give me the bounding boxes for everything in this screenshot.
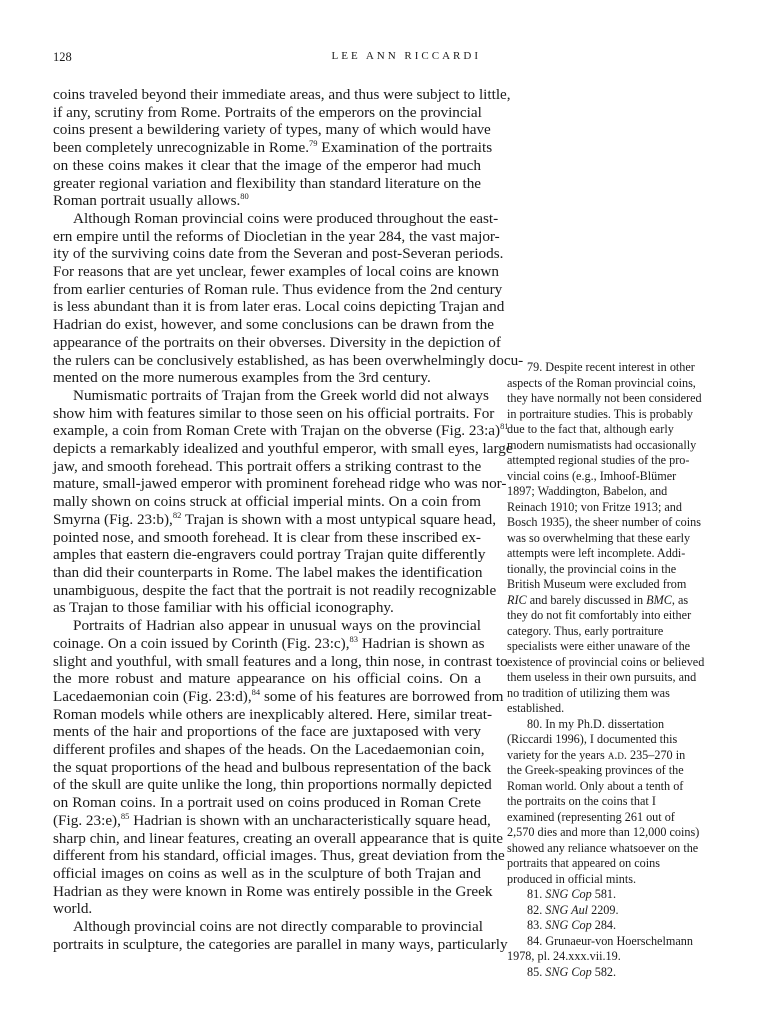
footnote-81 [507,887,712,903]
text-line: ments of the hair and proportions of the face are juxtaposed with very [53,723,481,741]
text-line: show him with features similar to those seen on his official portraits. For [53,404,495,422]
text-line: amples that eastern die-engravers could portray Trajan quite differently [53,546,486,564]
text-line: if any, scrutiny from Rome. Portraits of the emperors on the provincial [53,103,482,121]
note-line: Reinach 1910; von Fritze 1913; and [507,499,682,514]
note-line: tionally, the provincial coins in the [507,561,677,576]
text-line: For reasons that are yet unclear, fewer examples of local coins are known [53,263,499,281]
text-line: of the skull are quite unlike the long, thin proportions normally depicted [53,776,492,794]
footnote-ref-79[interactable]: 79 [309,138,318,149]
paragraph-1 [53,86,511,210]
text-line: as Trajan to those familiar with his official iconography. [53,599,394,617]
footnote-ref-85[interactable]: 85 [120,810,130,821]
footnote-ref-82[interactable]: 82 [172,509,182,520]
text-line: portraits in sculpture, the categories are parallel in many ways, particularly [53,935,508,953]
paragraph-4 [53,617,508,918]
text-line: official images on coins as well as in the sculpture of both Trajan and [53,864,481,882]
note-line: existence of provincial coins or believed [507,654,705,669]
text-line: mented on the more numerous examples from the 3rd century. [53,369,431,387]
text-line: different from his standard, official images. Thus, great deviation from the [53,847,505,865]
note-line: 79. Despite recent interest in other [527,360,695,374]
note-line: RIC and barely discussed in BMC, as [507,592,689,607]
note-line: the portraits on the coins that I [507,794,656,808]
text-line: Roman models while others are inexplicably altered. Here, similar treat- [53,705,493,723]
text-line: the squat proportions of the head and bulbous representation of the back [53,758,492,776]
note-line: due to the fact that, although early [507,422,674,436]
note-line: no tradition of utilizing them was [507,685,670,700]
paragraph-3 [53,386,513,617]
text-line: slight and youthful, with small features and a long, thin nose, in contrast to [53,652,508,670]
note-line: they do not fit comfortably into either [507,608,692,622]
note-line: specialists were either unaware of the [507,639,691,653]
note-line: category. Thus, early portraiture [507,623,664,638]
note-line: showed any reliance whatsoever on the [507,840,699,855]
footnote-ref-83[interactable]: 83 [349,633,359,644]
text-line: mature, small-jawed emperor with prominent forehead ridge who was nor- [53,475,507,493]
text-line: ern empire until the reforms of Diocletian in the year 284, the vast major- [53,227,500,245]
note-line: portraits that appeared on coins [507,856,660,870]
text-line: Portraits of Hadrian also appear in unusual ways on the provincial [73,617,481,635]
text-line: jaw, and smooth forehead. This portrait offers a striking contrast to the [53,457,482,475]
note-line: was so overwhelming that these early [507,530,691,545]
text-line: coins present a bewildering variety of types, many of which would have [53,121,491,139]
note-line: they have normally not been considered [507,391,702,405]
text-line: Lacedaemonian coin (Fig. 23:d),$^{84}$ some of his features are borrowed from [53,686,504,705]
text-line: greater regional variation and flexibility than standard literature on the [53,174,482,192]
footnote-80 [507,717,712,888]
footnote-84 [507,934,712,965]
footnote-ref-80[interactable]: 80 [240,191,249,202]
text-line: unambiguous, despite the fact that the portrait is not readily recognizable [53,581,497,599]
note-line: in portraiture studies. This is probably [507,406,693,421]
text-line: the more robust and mature appearance on his official coins. On a [53,670,481,688]
note-line: Bosch 1935), the sheer number of coins [507,515,701,529]
note-line: (Riccardi 1996), I documented this [507,732,678,746]
note-line: variety for the years a.d. 235–270 in [507,747,686,762]
text-line: example, a coin from Roman Crete with Trajan on the obverse (Fig. 23:a)$^{81}$ [53,421,509,440]
note-line: Roman world. Only about a tenth of [507,778,684,793]
note-line: 84. Grunaeur-von Hoerschelmann [527,933,693,948]
text-line: Hadrian as they were known in Rome was entirely possible in the Greek [53,882,493,900]
footnote-82 [507,903,712,919]
paragraph-2 [53,209,524,387]
text-line: on these coins makes it clear that the image of the emperor had much [53,156,481,174]
text-line: depicts a remarkably idealized and youthful emperor, with small eyes, large [53,440,513,458]
note-line: 2,570 dies and more than 12,000 coins) [507,825,700,839]
text-line: the rulers can be conclusively established, as has been overwhelmingly docu- [53,351,524,369]
note-line: 1897; Waddington, Babelon, and [507,484,668,498]
text-line: (Fig. 23:e),$^{85}$ Hadrian is shown with an uncharacteristically square head, [53,810,491,829]
note-line: produced in official mints. [507,871,637,886]
text-line: Smyrna (Fig. 23:b),$^{82}$ Trajan is shown with a most untypical square head, [53,509,496,528]
text-line: coinage. On a coin issued by Corinth (Fig. 23:c),$^{83}$ Hadrian is shown as [53,633,485,652]
footnote-83 [507,918,712,934]
note-line: attempted regional studies of the pro- [507,453,690,467]
note-line: 82. SNG Aul 2209. [527,902,619,917]
text-line: from earlier centuries of Roman rule. Thus evidence from the 2nd century [53,280,503,298]
note-line: attempts were left incomplete. Addi- [507,546,686,560]
text-line: than did their counterparts in Rome. The label makes the identification [53,563,483,581]
text-line: Numismatic portraits of Trajan from the Greek world did not always [73,386,489,404]
footnotes [507,360,712,980]
text-line: is less abundant than it is from later eras. Local coins depicting Trajan and [53,298,505,316]
note-line: the Greek-speaking provinces of the [507,763,684,777]
page-number: 128 [53,50,72,64]
note-line: 80. In my Ph.D. dissertation [527,716,665,731]
text-line: mally shown on coins struck at official imperial mints. On a coin from [53,493,481,511]
note-line: aspects of the Roman provincial coins, [507,375,696,390]
note-line: 85. SNG Cop 582. [527,964,617,979]
note-line: British Museum were excluded from [507,577,687,591]
note-line: them useless in their own pursuits, and [507,670,697,684]
note-line: examined (representing 261 out of [507,809,675,824]
text-line: Hadrian do exist, however, and some conclusions can be drawn from the [53,316,494,334]
text-line: pointed nose, and smooth forehead. It is clear from these inscribed ex- [53,528,481,546]
note-line: vincial coins (e.g., Imhoof-Blümer [507,468,677,483]
note-line: established. [507,701,565,715]
note-line: 1978, pl. 24.xxx.vii.19. [507,949,621,963]
text-line: different profiles and shapes of the heads. On the Lacedaemonian coin, [53,741,485,759]
main-text [53,86,524,953]
page-header [53,50,481,68]
footnote-ref-84[interactable]: 84 [251,686,261,697]
text-line: sharp chin, and linear features, creating an overall appearance that is quite [53,829,503,847]
note-line: 81. SNG Cop 581. [527,887,617,901]
text-line: been completely unrecognizable in Rome.$^{79}$ Examination of the portraits [53,138,493,157]
footnote-85 [507,965,712,981]
text-line: ity of the surviving coins date from the Severan and post-Severan periods. [53,245,504,263]
text-line: on Roman coins. In a portrait used on coins produced in Roman Crete [53,794,481,812]
note-line: modern numismatists had occasionally [507,437,697,452]
text-line: world. [53,900,93,918]
text-line: Roman portrait usually allows.$^{80}$ [53,191,249,210]
text-line: appearance of the portraits on their obverses. Diversity in the depiction of [53,333,501,351]
text-line: coins traveled beyond their immediate areas, and thus were subject to little, [53,86,511,103]
text-line: Although provincial coins are not directly comparable to provincial [73,918,483,936]
footnote-ref-81[interactable]: 81 [500,421,509,432]
note-line: 83. SNG Cop 284. [527,918,617,932]
paragraph-5 [53,918,508,953]
text-line: Although Roman provincial coins were produced throughout the east- [73,209,499,227]
running-head: LEE ANN RICCARDI [331,50,481,62]
footnote-79 [507,360,712,717]
